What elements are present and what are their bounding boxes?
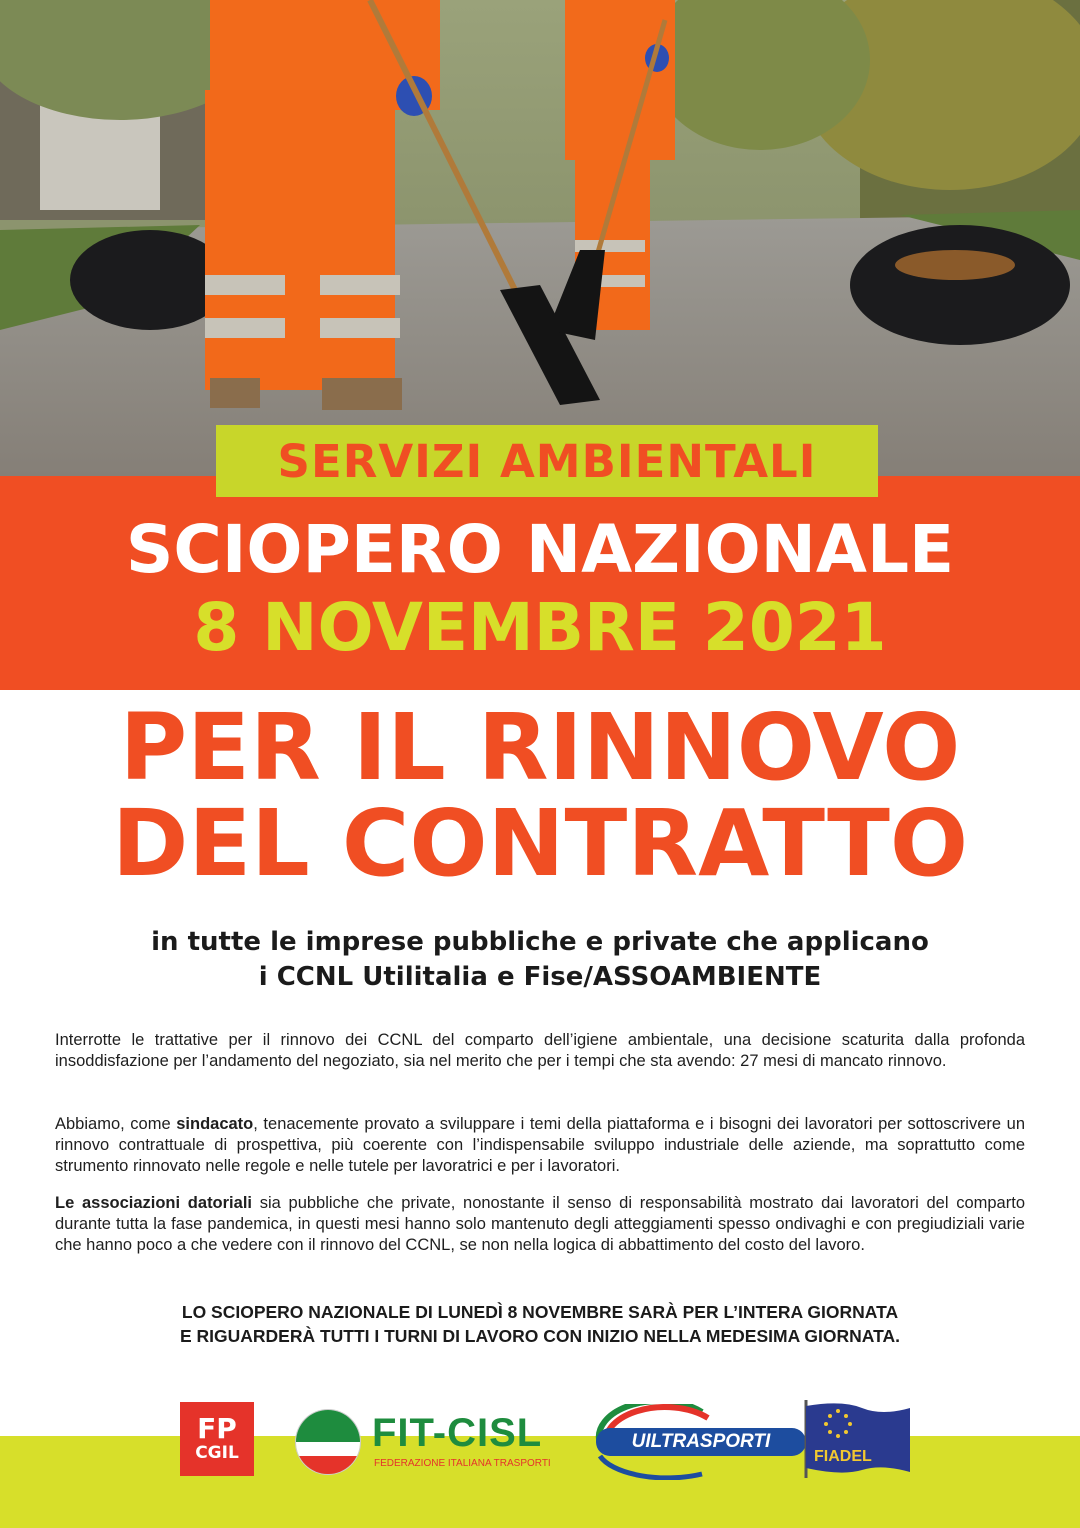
closing-line-2: E RIGUARDERÀ TUTTI I TURNI DI LAVORO CON INIZIO NELLA MEDESIMA GIORNATA. [179,1326,901,1346]
strike-title: SCIOPERO NAZIONALE [125,511,955,588]
fp-cgil-bottom: CGIL [195,1443,239,1463]
fit-cisl-subtitle: FEDERAZIONE ITALIANA TRASPORTI [374,1458,551,1469]
subheadline-line-2: i CCNL Utilitalia e Fise/ASSOAMBIENTE [258,962,822,992]
fp-cgil-top: FP [197,1412,237,1445]
sector-tag-text: SERVIZI AMBIENTALI [277,434,817,488]
fit-cisl-emblem-icon [296,1410,360,1474]
headline-line-2: DEL CONTRATTO [111,790,969,897]
p3-bold: Le associazioni datoriali [55,1194,252,1212]
eu-flag-icon [802,1398,912,1480]
sector-tag [216,425,878,497]
closing-statement [0,1300,1080,1348]
p2-post: , tenacemente provato a sviluppare i temi della piattaforma e i bisogni dei lavoratori per sottoscrivere un rinnovo contrattuale di prospettiva, più coerente con l’indispensabile sviluppo industriale delle aziende, ma soprattutto come strumento rinnovato nelle regole e nelle tutele per lavoratrici e per i lavoratori. [55,1115,1025,1175]
subheadline [0,925,1080,995]
closing-line-1: LO SCIOPERO NAZIONALE DI LUNEDÌ 8 NOVEMBRE SARÀ PER L’INTERA GIORNATA [181,1302,899,1322]
fiadel-logo [802,1398,912,1480]
subheadline-line-1: in tutte le imprese pubbliche e private che applicano [151,927,929,957]
body-paragraph-3 [55,1193,1025,1256]
headline [0,694,1080,897]
fit-cisl-name: FIT-CISL [372,1411,543,1455]
body-paragraph-2 [55,1114,1025,1177]
body-paragraph-1: Interrotte le trattative per il rinnovo dei CCNL del comparto dell’igiene ambientale, una decisione scaturita dalla profonda insoddisfazione per l’andamento del negoziato, sia nel merito che per i tempi che sta avendo: 27 mesi di mancato rinnovo. [55,1031,1025,1070]
headline-line-1: PER IL RINNOVO [119,694,961,801]
uiltrasporti-name: UILTRASPORTI [596,1428,806,1456]
fiadel-name: FIADEL [814,1448,872,1465]
street-sweepers-photo [0,0,1080,476]
fit-cisl-logo [296,1410,556,1474]
fp-cgil-logo [180,1402,254,1476]
uiltrasporti-logo [592,1404,808,1480]
p2-pre: Abbiamo, come [55,1115,177,1133]
p2-bold: sindacato [176,1115,254,1133]
strike-date: 8 NOVEMBRE 2021 [193,589,887,666]
photo-illustration [0,0,1080,476]
p3-post: sia pubbliche che private, nonostante il senso di responsabilità mostrato dai lavoratori del comparto durante tutta la fase pandemica, in questi mesi hanno solo mantenuto degli atteggiamenti spesso ondivaghi e con pregiudiziali varie che hanno poco a che vedere con il rinnovo del CCNL, se non nella logica di abbattimento del costo del lavoro. [55,1194,1025,1254]
